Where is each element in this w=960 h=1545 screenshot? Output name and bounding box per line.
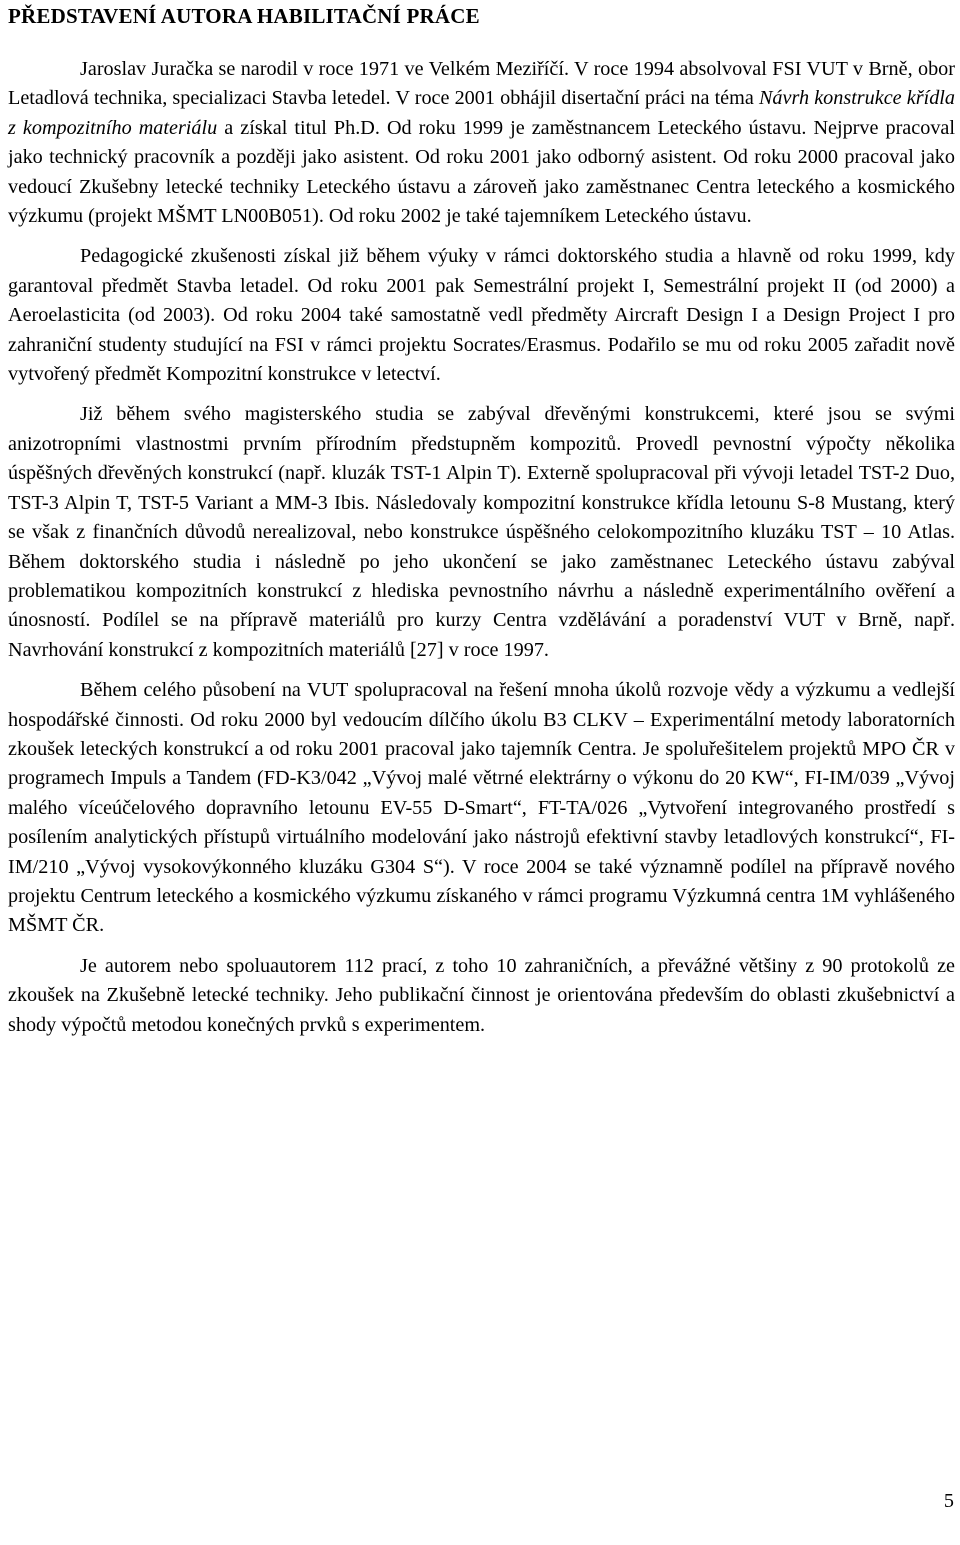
- page-number: 5: [943, 1490, 954, 1512]
- page-title: PŘEDSTAVENÍ AUTORA HABILITAČNÍ PRÁCE: [8, 4, 480, 28]
- paragraph-projects: [8, 676, 955, 941]
- text-segment: Pedagogické zkušenosti získal již během výuky v rámci doktorského studia a hlavně od roku 1999, kdy garantoval předmět Stavba letadel. Od roku 2001 pak Semestrální projekt I, Semestrální projekt II (od 2000) a Aeroelasticita (od 2003). Od roku 2004 také samostatně vedl předměty Aircraft Design I a Design Project I pro zahraniční studenty studující na FSI v rámci projektu Socrates/Erasmus. Podařilo se mu od roku 2005 zařadit nově vytvořený předmět Kompozitní konstrukce v letectví.: [8, 245, 955, 386]
- body-text: [8, 55, 955, 1040]
- text-segment: Již během svého magisterského studia se zabýval dřevěnými konstrukcemi, které jsou se svými anizotropními vlastnostmi prvním přírodním předstupněm kompozitů. Provedl pevnostní výpočty několika úspěšných dřevěných konstrukcí (např. kluzák TST-1 Alpin T). Externě spolupracoval při vývoji letadel TST-2 Duo, TST-3 Alpin T, TST-5 Variant a MM-3 Ibis. Následovaly kompozitní konstrukce křídla letounu S-8 Mustang, který se však z finančních důvodů nerealizoval, nebo konstrukce úspěšného celokompozitního kluzáku TST – 10 Atlas. Během doktorského studia i následně po jeho ukončení se jako zaměstnanec Leteckého ústavu zabýval problematikou kompozitních konstrukcí z hlediska pevnostního návrhu a následně experimentálního ověření a únosností. Podílel se na přípravě materiálů pro kurzy Centra vzdělávání a poradenství VUT v Brně, např. Navrhování konstrukcí z kompozitních materiálů [27] v roce 1997.: [8, 403, 955, 661]
- text-segment: Je autorem nebo spoluautorem 112 prací, z toho 10 zahraničních, a převážné většiny z 90 protokolů ze zkoušek na Zkušebně letecké techniky. Jeho publikační činnost je orientována především do oblasti zkušebnictví a shody výpočtů metodou konečných prvků s experimentem.: [8, 954, 955, 1036]
- paragraph-publications: [8, 952, 955, 1040]
- thesis-title: Návrh konstrukce křídla z kompozitního materiálu: [8, 87, 955, 139]
- paragraph-research: [8, 400, 955, 665]
- document-page: [8, 0, 955, 1051]
- text-segment: Během celého působení na VUT spolupracoval na řešení mnoha úkolů rozvoje vědy a výzkumu a vedlejší hospodářské činnosti. Od roku 2000 byl vedoucím dílčího úkolu B3 CLKV – Experimentální metody laboratorních zkoušek leteckých konstrukcí a od roku 2001 pracoval jako tajemník Centra. Je spoluřešitelem projektů MPO ČR v programech Impuls a Tandem (FD-K3/042 „Vývoj malé větrné elektrárny o výkonu do 20 KW“, FI-IM/039 „Vývoj malého víceúčelového dopravního letounu EV-55 D-Smart“, FT-TA/026 „Vytvoření integrovaného prostředí s posílením analytických přístupů virtuálního modelování jako nástrojů efektivní stavby letadlových konstrukcí“, FI-IM/210 „Vývoj vysokovýkonného kluzáku G304 S“). V roce 2004 se také významně podílel na přípravě nového projektu Centrum leteckého a kosmického výzkumu získaného v rámci programu Výzkumná centra 1M vyhlášeného MŠMT ČR.: [8, 679, 955, 937]
- text-segment: Jaroslav Juračka se narodil v roce 1971 ve Velkém Meziříčí. V roce 1994 absolvoval FSI VUT v Brně, obor Letadlová technika, specializaci Stavba letedel. V roce 2001 obhájil disertační práci na téma: [8, 58, 955, 110]
- paragraph-biography: [8, 55, 955, 231]
- paragraph-teaching: [8, 242, 955, 389]
- text-segment: a získal titul Ph.D. Od roku 1999 je zaměstnancem Leteckého ústavu. Nejprve pracoval jako technický pracovník a později jako asistent. Od roku 2001 jako odborný asistent. Od roku 2000 pracoval jako vedoucí Zkušebny letecké techniky Leteckého ústavu a zároveň jako zaměstnanec Centra leteckého a kosmického výzkumu (projekt MŠMT LN00B051). Od roku 2002 je také tajemníkem Leteckého ústavu.: [8, 116, 955, 228]
